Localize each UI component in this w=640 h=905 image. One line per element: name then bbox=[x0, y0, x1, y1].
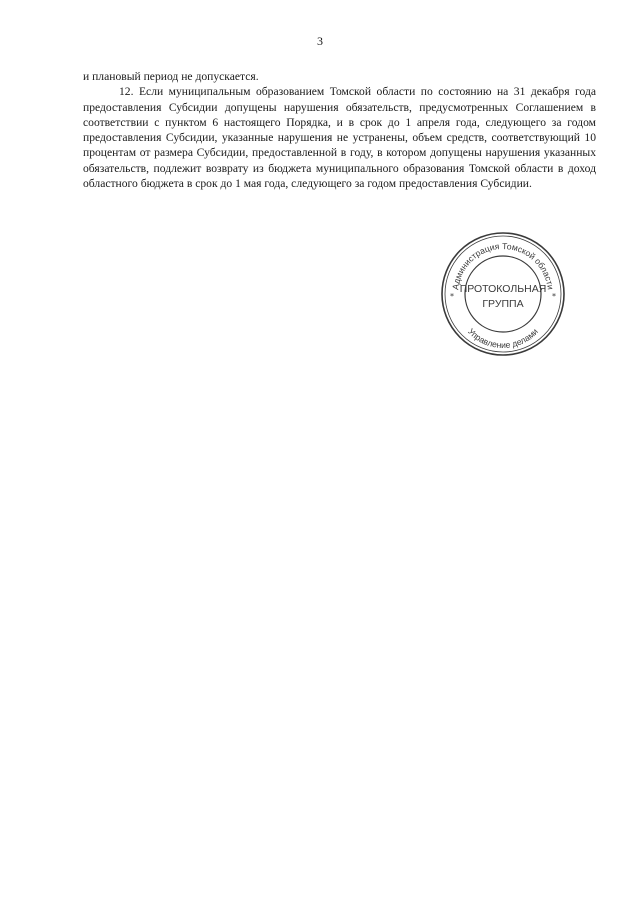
stamp-outer-top-text: Администрация Томской области bbox=[450, 240, 556, 291]
page-number: 3 bbox=[317, 34, 323, 48]
protocol-group-stamp bbox=[438, 229, 568, 359]
stamp-center-line-1: ПРОТОКОЛЬНАЯ bbox=[459, 283, 547, 295]
stamp-center-line-2: ГРУППА bbox=[482, 298, 524, 310]
paragraph-continuation: и плановый период не допускается. bbox=[83, 70, 259, 83]
stamp-star-left: * bbox=[450, 292, 454, 301]
stamp-outer-bottom-text: Управление делами bbox=[466, 326, 540, 351]
document-body bbox=[83, 69, 596, 191]
paragraph-12: 12. Если муниципальным образованием Томской области по состоянию на 31 декабря года предоставления Субсидии допущены нарушения обязательств, предусмотренных Соглашением в соответствии с пунктом 6 настоящего Порядка, и в срок до 1 апреля года, следующего за годом предоставления Субсидии, указанные нарушения не устранены, объем средств, соответствующий 10 процентам от размера Субсидии, предоставленной в году, в котором допущены нарушения указанных обязательств, подлежит возврату из бюджета муниципального образования Томской области в доход областного бюджета в срок до 1 мая года, следующего за годом предоставления Субсидии. bbox=[83, 85, 596, 191]
stamp-star-right: * bbox=[552, 292, 556, 301]
